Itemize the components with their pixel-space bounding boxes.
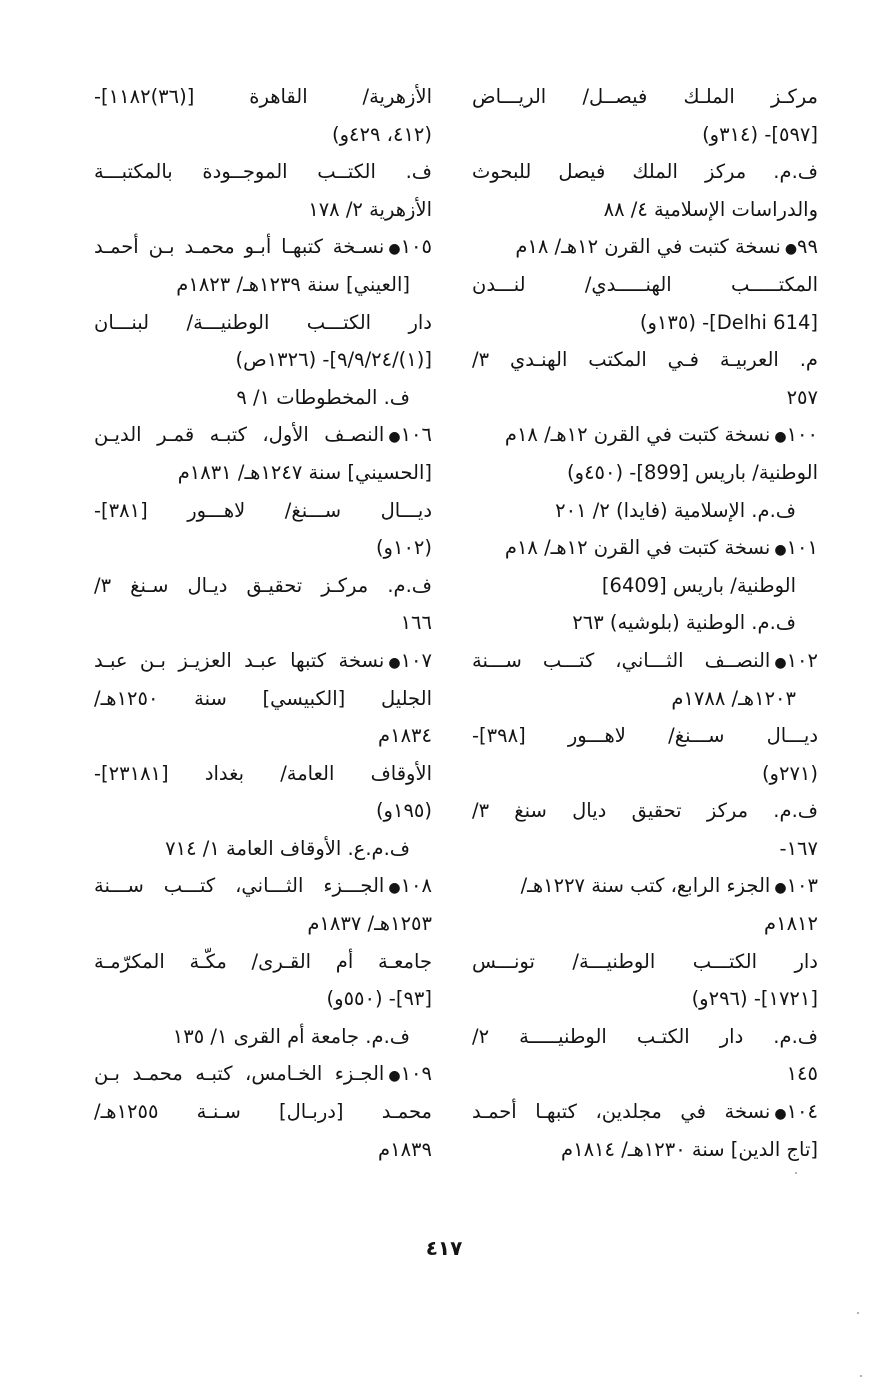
bullet-icon: ● xyxy=(774,1106,787,1123)
entry-line: [٩٣]- (٥٥٠و) xyxy=(326,987,432,1011)
entry-number xyxy=(384,228,432,266)
entry-number-value: ١٠١ xyxy=(786,536,818,560)
entry-line: مركـز الملـك فيصــل/ الريـــاض xyxy=(472,85,818,108)
entry-number-value: ١٠٢ xyxy=(786,648,818,672)
entry-number xyxy=(770,1093,818,1131)
entry-line: (١٩٥و) xyxy=(375,799,432,823)
entry-line: [(١)/٩/٩/٢٤]- (١٣٢٦ص) xyxy=(235,348,432,372)
entry-number-value: ١٠٥ xyxy=(400,235,432,259)
entry-line: الجليل [الكبيسي] سنة ١٢٥٠هـ/ xyxy=(94,686,432,710)
entry-text: نسخة في مجلدين، كتبهـا أحمـد xyxy=(472,1100,771,1124)
entry-start-line xyxy=(472,228,818,266)
entry-line: دار الكتـــب الوطنيـــة/ تونـــس xyxy=(472,949,818,973)
entry-number-value: ١٠٦ xyxy=(400,423,432,447)
entry-line: م. العربيـة فـي المكتب الهنـدي ٣/ xyxy=(472,348,818,372)
entry-start-line xyxy=(94,642,432,680)
entry-start-line xyxy=(94,416,432,454)
entry-line: ف. المخطوطات ١/ ٩ xyxy=(236,385,410,409)
bullet-icon: ● xyxy=(388,654,401,671)
entry-line: المكتـــــب الهنـــــدي/ لنـــدن xyxy=(472,272,818,296)
scan-speck xyxy=(857,1312,859,1314)
bullet-icon: ● xyxy=(388,241,401,258)
entry-number-value: ١٠٠ xyxy=(786,423,818,447)
entry-line: [الحسيني] سنة ١٢٤٧هـ/ ١٨٣١م xyxy=(177,460,432,484)
entry-number-value: ١٠٨ xyxy=(400,874,432,898)
entry-line: ديـــال ســـنغ/ لاهـــور [٣٩٨]- xyxy=(472,724,818,748)
entry-line: ١٢٠٣هـ/ ١٧٨٨م xyxy=(671,686,796,710)
entry-line: ٢٥٧ xyxy=(786,385,818,409)
entry-line: [١٧٢١]- (٢٩٦و) xyxy=(691,987,818,1011)
entry-line: ف.م.ع. الأوقاف العامة ١/ ٧١٤ xyxy=(165,836,410,860)
bullet-icon: ● xyxy=(774,429,787,446)
entry-number xyxy=(384,1055,432,1093)
entry-text: النصـف الأول، كتبـه قمـر الديـن xyxy=(94,423,385,447)
entry-number xyxy=(384,642,432,680)
entry-number xyxy=(384,416,432,454)
entry-line: ف. الكتــب الموجــودة بالمكتبـــة xyxy=(94,160,432,184)
bullet-icon: ● xyxy=(388,1068,401,1085)
bullet-icon: ● xyxy=(774,654,787,671)
entry-line: ف.م. مركـز تحقيـق ديـال سـنغ ٣/ xyxy=(94,573,432,597)
entry-start-line xyxy=(472,867,818,905)
entry-line: [Delhi 614]- (١٣٥و) xyxy=(639,310,818,334)
entry-line: ١٦٧- xyxy=(779,836,818,860)
entry-number xyxy=(770,642,818,680)
entry-start-line xyxy=(94,228,432,266)
entry-number xyxy=(384,867,432,905)
entry-line: ف.م. جامعة أم القرى ١/ ١٣٥ xyxy=(172,1024,410,1048)
entry-line: دار الكتـــب الوطنيـــة/ لبنـــان xyxy=(94,310,432,334)
entry-start-line xyxy=(472,642,818,680)
scan-speck xyxy=(860,1375,862,1377)
right-column xyxy=(472,78,818,1168)
entry-line: محمـد [دربـال] سـنـة ١٢٥٥هـ/ xyxy=(94,1100,432,1124)
entry-text: نسخة كتبت في القرن ١٢هـ/ ١٨م xyxy=(504,423,771,447)
entry-number xyxy=(781,228,818,266)
entry-line: (٤١٢، ٤٢٩و) xyxy=(332,122,432,146)
entry-line: [تاج الدين] سنة ١٢٣٠هـ/ ١٨١٤م xyxy=(561,1137,818,1161)
entry-number-value: ٩٩ xyxy=(797,235,818,259)
bullet-icon: ● xyxy=(388,880,401,897)
bullet-icon: ● xyxy=(784,241,798,258)
entry-line: والدراسات الإسلامية ٤/ ٨٨ xyxy=(603,197,818,221)
entry-number-value: ١٠٣ xyxy=(786,874,818,898)
bullet-icon: ● xyxy=(774,542,787,559)
entry-number xyxy=(770,416,818,454)
entry-line: ١٦٦ xyxy=(400,611,432,635)
entry-line: ١٨٣٩م xyxy=(378,1137,432,1161)
entry-start-line xyxy=(94,1055,432,1093)
entry-line: ١٨١٢م xyxy=(764,912,818,936)
entry-line: الوطنية/ باريس [899]- (٤٥٠و) xyxy=(567,460,818,484)
scan-speck xyxy=(795,1172,797,1174)
page-number: ٤١٧ xyxy=(425,1236,463,1260)
entry-line: الأزهرية ٢/ ١٧٨ xyxy=(308,197,432,221)
entry-text: نسخة كتبت في القرن ١٢هـ/ ١٨م xyxy=(504,536,771,560)
entry-text: الجـزء الخـامس، كتبـه محمـد بـن xyxy=(94,1062,385,1086)
entry-line: [٥٩٧]- (٣١٤و) xyxy=(702,122,818,146)
entry-number-value: ١٠٩ xyxy=(400,1062,432,1086)
entry-number-value: ١٠٧ xyxy=(400,648,432,672)
entry-line: (٢٧١و) xyxy=(761,761,818,785)
entry-line: ديـــال ســـنغ/ لاهـــور [٣٨١]- xyxy=(94,498,432,522)
entry-start-line xyxy=(472,1093,818,1131)
entry-start-line xyxy=(472,416,818,454)
entry-text: نسخة كتبها عبـد العزيـز بـن عبـد xyxy=(94,648,385,672)
entry-number xyxy=(770,867,818,905)
entry-line: ١٨٣٤م xyxy=(378,724,432,748)
entry-text: النصــف الثـــاني، كتـــب ســـنة xyxy=(472,648,771,672)
entry-text: الجزء الرابع، كتب سنة ١٢٢٧هـ/ xyxy=(520,874,771,898)
entry-text: نسـخة كتبهـا أبـو محمـد بـن أحمـد xyxy=(94,235,385,259)
entry-line: [العيني] سنة ١٢٣٩هـ/ ١٨٢٣م xyxy=(176,272,410,296)
entry-number xyxy=(770,529,818,567)
entry-line: ف.م. دار الكتـب الوطنيـــــة ٢/ xyxy=(472,1024,818,1048)
entry-start-line xyxy=(472,529,818,567)
bullet-icon: ● xyxy=(774,880,787,897)
entry-line: (١٠٢و) xyxy=(375,536,432,560)
entry-text: نسخة كتبت في القرن ١٢هـ/ ١٨م xyxy=(515,235,781,259)
entry-line: ف.م. الوطنية (بلوشيه) ٢٦٣ xyxy=(572,611,796,635)
entry-line: ف.م. مركز تحقيق ديال سنغ ٣/ xyxy=(472,799,818,823)
bullet-icon: ● xyxy=(388,429,401,446)
entry-line: ف.م. مركز الملك فيصل للبحوث xyxy=(472,160,818,184)
left-column xyxy=(94,78,432,1168)
entry-text: الجـــزء الثـــاني، كتـــب ســـنة xyxy=(94,874,385,898)
entry-line: ١٤٥ xyxy=(786,1062,818,1086)
entry-start-line xyxy=(94,867,432,905)
entry-line: الأوقاف العامة/ بغداد [٢٣١٨١]- xyxy=(94,761,432,785)
entry-line: ف.م. الإسلامية (فايدا) ٢/ ٢٠١ xyxy=(555,498,796,522)
entry-number-value: ١٠٤ xyxy=(786,1100,818,1124)
entry-line: الوطنية/ باريس [6409] xyxy=(601,573,796,597)
entry-line: الأزهرية/ القاهرة [(٣٦)١١٨٢]- xyxy=(94,85,432,108)
entry-line: ١٢٥٣هـ/ ١٨٣٧م xyxy=(307,912,432,936)
entry-line: جامعـة أم القـرى/ مكّـة المكرّمـة xyxy=(94,949,432,973)
